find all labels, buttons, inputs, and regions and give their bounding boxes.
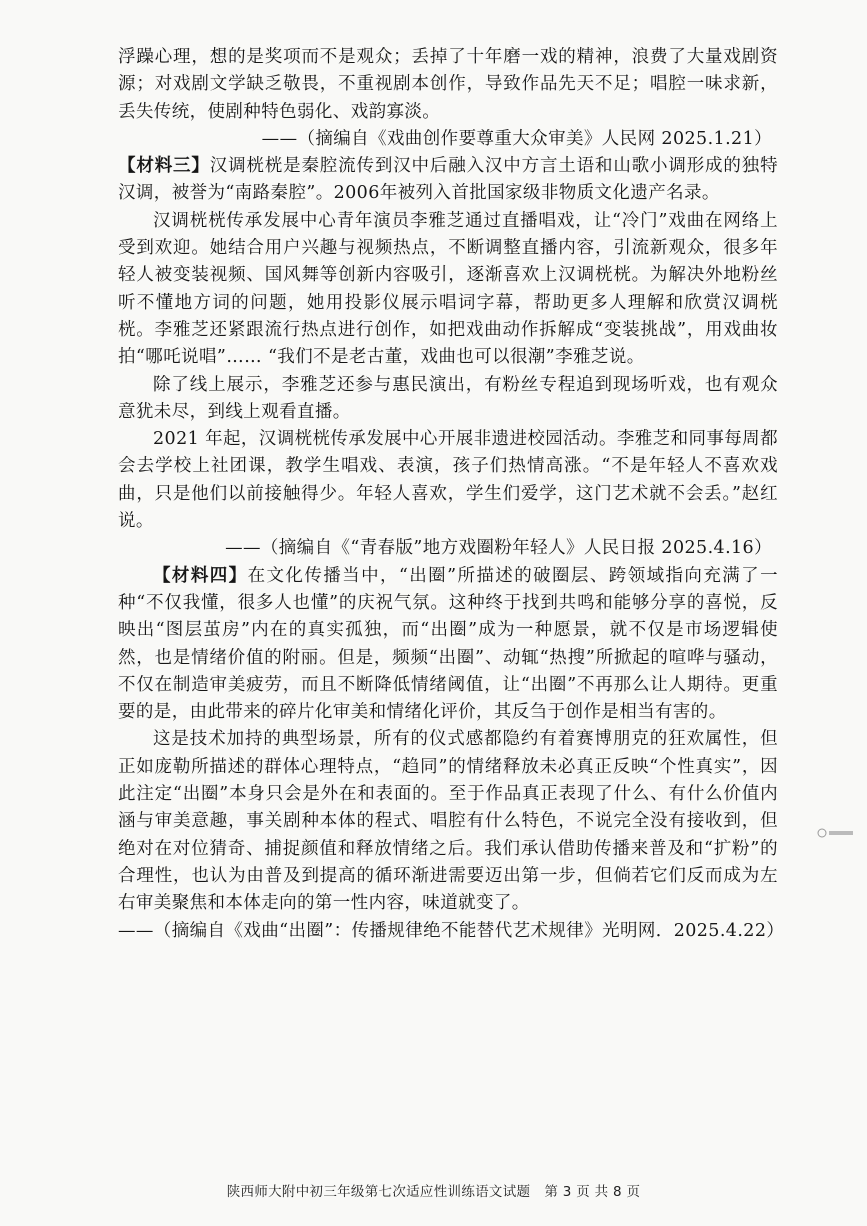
material-three-label: 【材料三】 bbox=[118, 156, 210, 177]
material-three-intro-text: 汉调桄桄是秦腔流传到汉中后融入汉中方言土语和山歌小调形成的独特汉调，被誉为“南路秦腔”。2006年被列入首批国家级非物质文化遗产名录。 bbox=[118, 156, 778, 204]
material-four-paragraph-2: 这是技术加持的典型场景，所有的仪式感都隐约有着赛博朋克的狂欢属性，但正如庞勒所描述的群体心理特点，“趋同”的情绪释放未必真正反映“个性真实”，因此注定“出圈”本身只会是外在和表面的。至于作品真正表现了什么、有什么价值内涵与审美意趣，事关剧种本体的程式、唱腔有什么特色，不说完全没有接收到，但绝对在对位猜奇、捕捉颜值和释放情绪之后。我们承认借助传播来普及和“扩粉”的合理性，也认为由普及到提高的循环渐进需要迈出第一步，但倘若它们反而成为左右审美聚焦和本体走向的第一性内容，味道就变了。 bbox=[118, 729, 778, 914]
page-footer bbox=[0, 1180, 867, 1200]
page-number: 第 3 页 共 8 页 bbox=[544, 1184, 641, 1200]
material-two-tail-paragraph: 浮躁心理，想的是奖项而不是观众；丢掉了十年磨一戏的精神，浪费了大量戏剧资源；对戏剧文学缺乏敬畏，不重视剧本创作，导致作品先天不足；唱腔一味求新，丢失传统，使剧种特色弱化、戏韵寡淡。 bbox=[118, 47, 778, 122]
material-four-intro-text: 在文化传播当中，“出圈”所描述的破圈层、跨领域指向充满了一种“不仅我懂，很多人也懂”的庆祝气氛。这种终于找到共鸣和能够分享的喜悦，反映出“图层茧房”内在的真实孤独，而“出圈”成为一种愿景，就不仅是市场逻辑使然，也是情绪价值的附丽。但是，频频“出圈”、动辄“热搜”所掀起的喧哗与骚动，不仅在制造审美疲劳，而且不断降低情绪阈值，让“出圈”不再那么让人期待。更重要的是，由此带来的碎片化审美和情绪化评价，其反刍于创作是相当有害的。 bbox=[118, 565, 778, 723]
material-four-label: 【材料四】 bbox=[153, 565, 248, 586]
material-four-source: ——（摘编自《戏曲“出圈”：传播规律绝不能替代艺术规律》光明网．2025.4.22） bbox=[118, 920, 785, 941]
material-three-paragraph-4: 2021 年起，汉调桄桄传承发展中心开展非遗进校园活动。李雅芝和同事每周都会去学校上社团课，教学生唱戏、表演，孩子们热情高涨。“不是年轻人不喜欢戏曲，只是他们以前接触得少。年轻人喜欢，学生们爱学，这门艺术就不会丢。”赵红说。 bbox=[118, 429, 778, 532]
material-three-intro bbox=[118, 153, 778, 208]
material-four-intro bbox=[118, 563, 778, 727]
material-three-paragraph-3: 除了线上展示，李雅芝还参与惠民演出，有粉丝专程追到现场听戏，也有观众意犹未尽，到线上观看直播。 bbox=[118, 374, 778, 422]
material-two-source: ——（摘编自《戏曲创作要尊重大众审美》人民网 2025.1.21） bbox=[261, 128, 772, 149]
material-three-paragraph-2: 汉调桄桄传承发展中心青年演员李雅芝通过直播唱戏，让“冷门”戏曲在网络上受到欢迎。她结合用户兴趣与视频热点，不断调整直播内容，引流新观众，很多年轻人被变装视频、国风舞等创新内容吸引，逐渐喜欢上汉调桄桄。为解决外地粉丝听不懂地方词的问题，她用投影仪展示唱词字幕，帮助更多人理解和欣赏汉调桄桄。李雅芝还紧跟流行热点进行创作，如把戏曲动作拆解成“变装挑战”，用戏曲妆拍“哪吒说唱”…… “我们不是老古董，戏曲也可以很潮”李雅芝说。 bbox=[118, 210, 778, 368]
document-body bbox=[118, 44, 785, 945]
material-three-source: ——（摘编自《“青春版”地方戏圈粉年轻人》人民日报 2025.4.16） bbox=[225, 538, 772, 559]
scanner-watermark-icon bbox=[817, 826, 857, 840]
exam-title: 陕西师大附中初三年级第七次适应性训练语文试题 bbox=[226, 1184, 531, 1200]
